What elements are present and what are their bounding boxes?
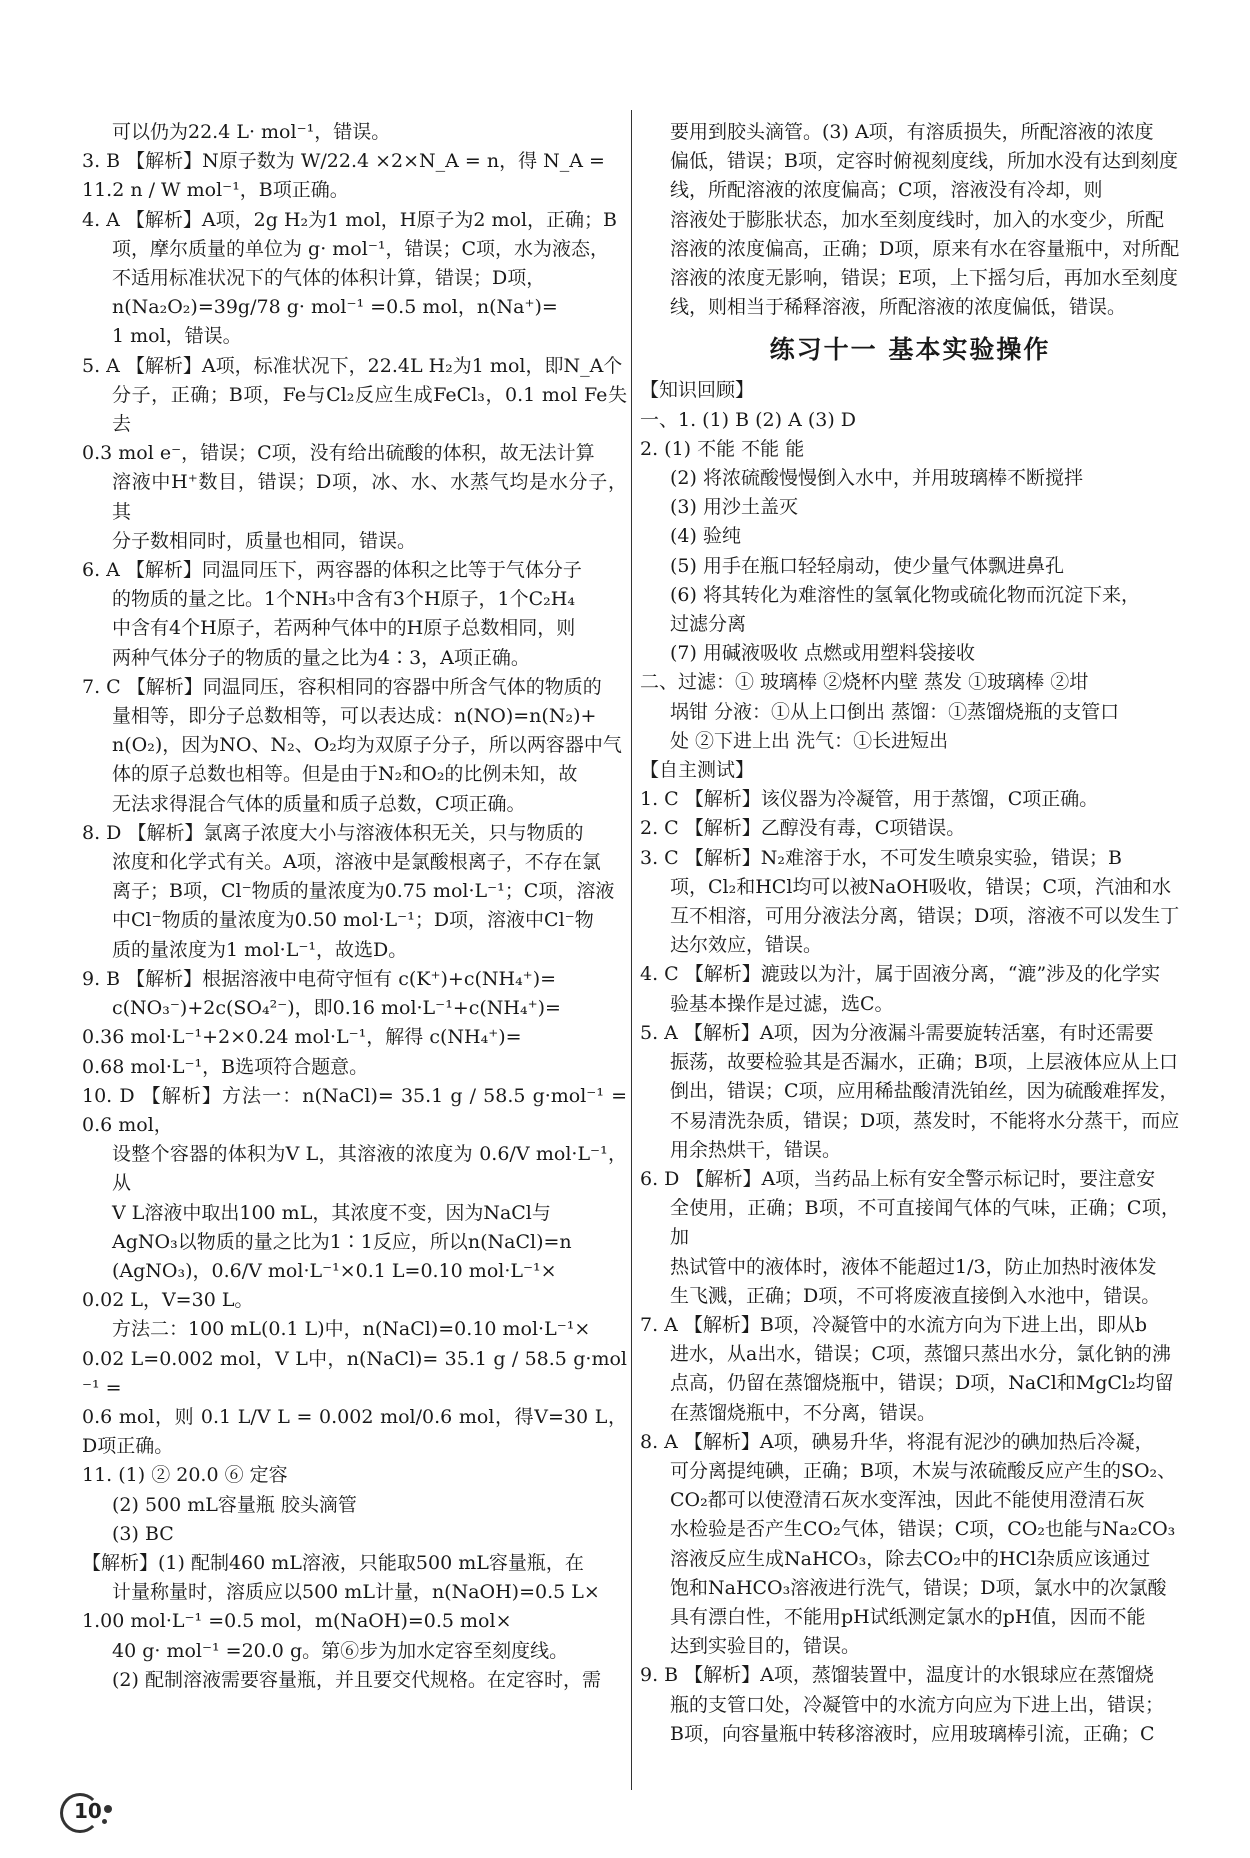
text-line: 水检验是否产生CO₂气体，错误；C项，CO₂也能与Na₂CO₃ [670, 1518, 1176, 1541]
text-line: n(O₂)，因为NO、N₂、O₂均为双原子分子，所以两容器中气 [112, 734, 622, 757]
right-column [640, 118, 1180, 1749]
text-line: 用余热烘干，错误。 [670, 1138, 842, 1161]
text-line: 达到实验目的，错误。 [670, 1635, 861, 1658]
text-line: 7. A 【解析】B项，冷凝管中的水流方向为下进上出，即从b [640, 1313, 1148, 1336]
text-line: (3) 用沙土盖灭 [670, 496, 798, 519]
text-line: 计量称量时，溶质应以500 mL计量，n(NaOH)=0.5 L× [112, 1581, 600, 1604]
text-line: 1. C 【解析】该仪器为冷凝管，用于蒸馏，C项正确。 [640, 788, 1099, 811]
text-line: (7) 用碱液吸收 点燃或用塑料袋接收 [670, 642, 975, 665]
text-line: 饱和NaHCO₃溶液进行洗气，错误；D项，氯水中的次氯酸 [670, 1576, 1167, 1599]
text-line: 过滤分离 [670, 613, 747, 636]
text-line: 4. A 【解析】A项，2g H₂为1 mol，H原子为2 mol，正确；B [82, 208, 617, 231]
text-line: (4) 验纯 [670, 525, 741, 548]
text-line: 溶液的浓度偏高，正确；D项，原来有水在容量瓶中，对所配 [670, 237, 1180, 260]
text-line: 3. C 【解析】N₂难溶于水，不可发生喷泉实验，错误；B [640, 846, 1122, 869]
left-column [82, 118, 627, 1695]
text-line: 离子；B项，Cl⁻物质的量浓度为0.75 mol·L⁻¹；C项，溶液 [112, 880, 615, 903]
text-line: 热试管中的液体时，液体不能超过1/3，防止加热时液体发 [670, 1255, 1157, 1278]
text-line: 0.02 L=0.002 mol，V L中，n(NaCl)= 35.1 g / 58.5 g·mol⁻¹ = [82, 1347, 627, 1399]
text-line: (5) 用手在瓶口轻轻扇动，使少量气体飘进鼻孔 [670, 554, 1064, 577]
text-line: 互不相溶，可用分液法分离，错误；D项，溶液不可以发生丁 [670, 905, 1180, 928]
text-line: 5. A 【解析】A项，因为分液漏斗需要旋转活塞，有时还需要 [640, 1021, 1154, 1044]
text-line: 中Cl⁻物质的量浓度为0.50 mol·L⁻¹；D项，溶液中Cl⁻物 [112, 909, 594, 932]
text-line: 无法求得混合气体的质量和质子总数，C项正确。 [112, 792, 526, 815]
text-line: 两种气体分子的物质的量之比为4∶3，A项正确。 [112, 646, 530, 669]
text-line: 【自主测试】 [640, 759, 755, 782]
text-line: 【知识回顾】 [640, 379, 755, 402]
text-line: 3. B 【解析】N原子数为 W/22.4 ×2×N_A = n，得 N_A = [82, 150, 605, 173]
text-line: 溶液处于膨胀状态，加水至刻度线时，加入的水变少，所配 [670, 208, 1165, 231]
text-line: 振荡，故要检验其是否漏水，正确；B项，上层液体应从上口 [670, 1051, 1178, 1074]
text-line: B项，向容量瓶中转移溶液时，应用玻璃棒引流，正确；C [670, 1722, 1155, 1745]
text-line: 10. D 【解析】方法一：n(NaCl)= 35.1 g / 58.5 g·mol⁻¹ =0.6 mol， [82, 1084, 627, 1136]
right-top-block [640, 118, 1180, 322]
text-line: 5. A 【解析】A项，标准状况下，22.4L H₂为1 mol，即N_A个 [82, 354, 623, 377]
text-line: 埚钳 分液：①从上口倒出 蒸馏：①蒸馏烧瓶的支管口 [670, 700, 1120, 723]
text-line: 进水，从a出水，错误；C项，蒸馏只蒸出水分，氯化钠的沸 [670, 1343, 1171, 1366]
text-line: 9. B 【解析】A项，蒸馏装置中，温度计的水银球应在蒸馏烧 [640, 1664, 1154, 1687]
text-line: c(NO₃⁻)+2c(SO₄²⁻)，即0.16 mol·L⁻¹+c(NH₄⁺)= [112, 997, 561, 1020]
text-line: (3) BC [112, 1522, 174, 1545]
text-line: 线，则相当于稀释溶液，所配溶液的浓度偏低，错误。 [670, 296, 1127, 319]
text-line: 量相等，即分子总数相等，可以表达成：n(NO)=n(N₂)+ [112, 705, 597, 728]
text-line: 溶液反应生成NaHCO₃，除去CO₂中的HCl杂质应该通过 [670, 1547, 1151, 1570]
text-line: 6. D 【解析】A项，当药品上标有安全警示标记时，要注意安 [640, 1167, 1156, 1190]
text-line: n(Na₂O₂)=39g/78 g· mol⁻¹ =0.5 mol，n(Na⁺)= [112, 296, 558, 319]
page-number: 10 [74, 1799, 102, 1823]
text-line: 浓度和化学式有关。A项，溶液中是氯酸根离子，不存在氯 [112, 851, 601, 874]
text-line: 项，Cl₂和HCl均可以被NaOH吸收，错误；C项，汽油和水 [670, 875, 1172, 898]
text-line: 中含有4个H原子，若两种气体中的H原子总数相同，则 [112, 617, 576, 640]
text-line: 倒出，错误；C项，应用稀盐酸清洗铂丝，因为硫酸难挥发， [670, 1080, 1179, 1103]
text-line: 处 ②下进上出 洗气：①长进短出 [670, 729, 949, 752]
text-line: CO₂都可以使澄清石灰水变浑浊，因此不能使用澄清石灰 [670, 1489, 1145, 1512]
text-line: 具有漂白性，不能用pH试纸测定氯水的pH值，因而不能 [670, 1605, 1146, 1628]
text-line: 瓶的支管口处，冷凝管中的水流方向应为下进上出，错误； [670, 1693, 1165, 1716]
text-line: 可分离提纯碘，正确；B项，木炭与浓硫酸反应产生的SO₂、 [670, 1459, 1177, 1482]
text-line: 11. (1) ② 20.0 ⑥ 定容 [82, 1464, 288, 1487]
column-divider [631, 110, 632, 1790]
text-line: 要用到胶头滴管。(3) A项，有溶质损失，所配溶液的浓度 [670, 121, 1154, 143]
text-line: 体的原子总数也相等。但是由于N₂和O₂的比例未知，故 [112, 763, 578, 786]
text-line: 2. C 【解析】乙醇没有毒，C项错误。 [640, 817, 966, 840]
text-line: 0.3 mol e⁻，错误；C项，没有给出硫酸的体积，故无法计算 [82, 442, 595, 465]
decorative-dot [104, 1805, 112, 1813]
text-line: 2. (1) 不能 不能 能 [640, 437, 805, 460]
text-line: 1 mol，错误。 [112, 325, 242, 348]
text-line: 40 g· mol⁻¹ =20.0 g。第⑥步为加水定容至刻度线。 [112, 1639, 569, 1662]
text-line: (6) 将其转化为难溶性的氢氧化物或硫化物而沉淀下来， [670, 583, 1140, 606]
text-line: 分子数相同时，质量也相同，错误。 [112, 529, 417, 552]
text-line: 偏低，错误；B项，定容时俯视刻度线，所加水没有达到刻度 [670, 150, 1178, 173]
text-line: 9. B 【解析】根据溶液中电荷守恒有 c(K⁺)+c(NH₄⁺)= [82, 967, 557, 990]
text-line: 分子，正确；B项，Fe与Cl₂反应生成FeCl₃，0.1 mol Fe失去 [112, 383, 627, 436]
page-number-badge [60, 1793, 116, 1833]
text-line: AgNO₃以物质的量之比为1∶1反应，所以n(NaCl)=n [112, 1230, 572, 1253]
text-line: 项，摩尔质量的单位为 g· mol⁻¹，错误；C项，水为液态， [112, 237, 609, 260]
text-line: 0.68 mol·L⁻¹，B选项符合题意。 [82, 1055, 369, 1078]
text-line: 一、1. (1) B (2) A (3) D [640, 408, 857, 431]
text-line: V L溶液中取出100 mL，其浓度不变，因为NaCl与 [112, 1201, 551, 1224]
section-title: 练习十一 基本实验操作 [769, 335, 1051, 365]
text-line: 溶液的浓度无影响，错误；E项，上下摇匀后，再加水至刻度 [670, 267, 1178, 290]
text-line: 达尔效应，错误。 [670, 934, 823, 957]
text-line: 不易清洗杂质，错误；D项，蒸发时，不能将水分蒸干，而应 [670, 1109, 1180, 1132]
text-line: 的物质的量之比。1个NH₃中含有3个H原子，1个C₂H₄ [112, 588, 575, 611]
text-line: 不适用标准状况下的气体的体积计算，错误；D项， [112, 267, 546, 290]
text-line: 全使用，正确；B项，不可直接闻气体的气味，正确；C项，加 [670, 1197, 1180, 1249]
text-line: 线，所配溶液的浓度偏高；C项，溶液没有冷却，则 [670, 179, 1103, 202]
text-line: (2) 将浓硫酸慢慢倒入水中，并用玻璃棒不断搅拌 [670, 467, 1083, 490]
text-line: 溶液中H⁺数目，错误；D项，冰、水、水蒸气均是水分子，其 [112, 471, 627, 523]
text-line: 8. D 【解析】氯离子浓度大小与溶液体积无关，只与物质的 [82, 821, 584, 844]
text-line: 0.36 mol·L⁻¹+2×0.24 mol·L⁻¹，解得 c(NH₄⁺)= [82, 1026, 522, 1049]
text-line: 方法二：100 mL(0.1 L)中，n(NaCl)=0.10 mol·L⁻¹× [112, 1318, 591, 1341]
text-line: (AgNO₃)，0.6/V mol·L⁻¹×0.1 L=0.10 mol·L⁻¹× [112, 1259, 557, 1282]
text-line: 【解析】(1) 配制460 mL溶液，只能取500 mL容量瓶，在 [82, 1551, 584, 1574]
text-line: 7. C 【解析】同温同压，容积相同的容器中所含气体的物质的 [82, 675, 602, 698]
text-line: 0.6 mol，则 0.1 L/V L = 0.002 mol/0.6 mol，得V=30 L，D项正确。 [82, 1405, 627, 1458]
text-line: 质的量浓度为1 mol·L⁻¹，故选D。 [112, 938, 408, 961]
text-line: 11.2 n / W mol⁻¹，B项正确。 [82, 179, 349, 202]
text-line: 验基本操作是过滤，选C。 [670, 992, 894, 1015]
text-line: 4. C 【解析】漉豉以为汁，属于固液分离，“漉”涉及的化学实 [640, 963, 1161, 986]
right-bottom-block [640, 376, 1180, 1749]
text-line: (2) 500 mL容量瓶 胶头滴管 [112, 1493, 357, 1516]
text-line: 0.02 L，V=30 L。 [82, 1289, 254, 1312]
text-line: 8. A 【解析】A项，碘易升华，将混有泥沙的碘加热后冷凝， [640, 1430, 1154, 1453]
text-line: (2) 配制溶液需要容量瓶，并且要交代规格。在定容时，需 [112, 1668, 601, 1691]
text-line: 在蒸馏烧瓶中，不分离，错误。 [670, 1401, 937, 1424]
text-line: 6. A 【解析】同温同压下，两容器的体积之比等于气体分子 [82, 559, 582, 582]
text-line: 设整个容器的体积为V L，其溶液的浓度为 0.6/V mol·L⁻¹，从 [112, 1143, 627, 1195]
text-line: 生飞溅，正确；D项，不可将废液直接倒入水池中，错误。 [670, 1284, 1161, 1307]
text-line: 1.00 mol·L⁻¹ =0.5 mol，m(NaOH)=0.5 mol× [82, 1610, 512, 1633]
decorative-dot-small [102, 1819, 107, 1824]
text-line: 二、过滤：① 玻璃棒 ②烧杯内壁 蒸发 ①玻璃棒 ②坩 [640, 671, 1089, 694]
text-line: 点高，仍留在蒸馏烧瓶中，错误；D项，NaCl和MgCl₂均留 [670, 1372, 1174, 1395]
text-line: 可以仍为22.4 L· mol⁻¹，错误。 [112, 121, 391, 143]
